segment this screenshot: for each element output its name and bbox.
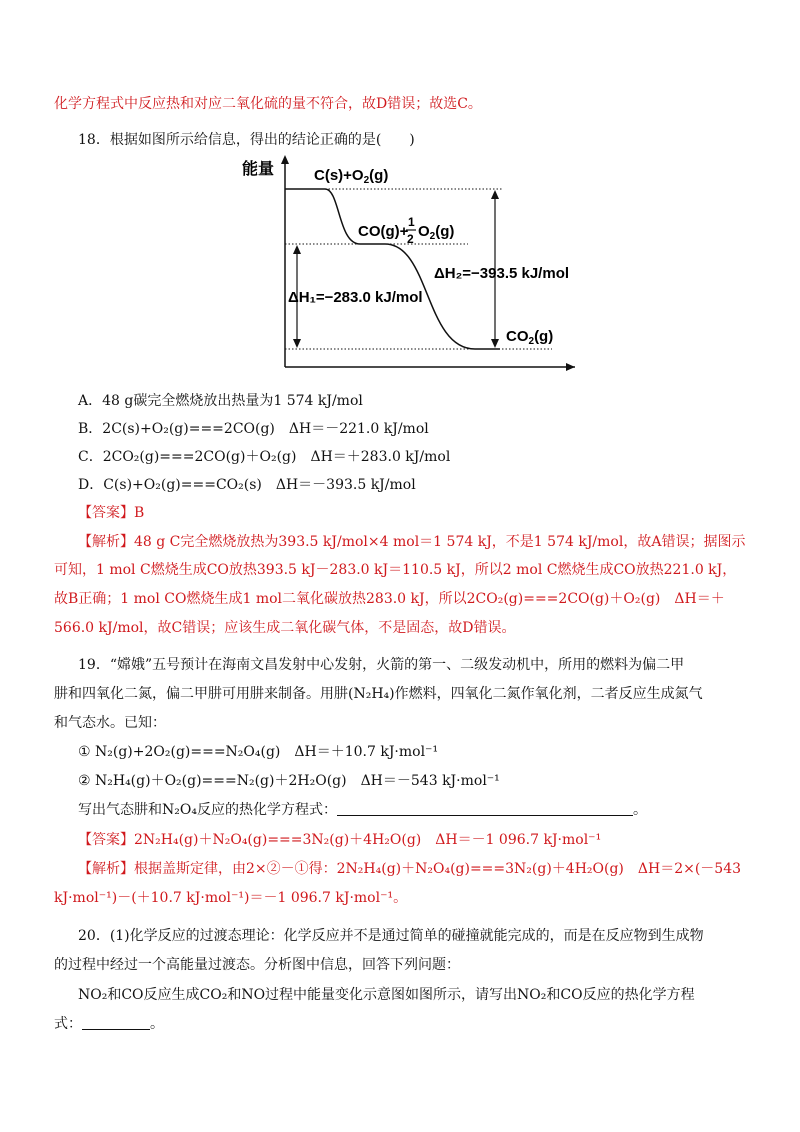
q18-option-c: C．2CO₂(g)===2CO(g)＋O₂(g) ΔH＝＋283.0 kJ/mol [78,449,451,465]
q19-stem-line-3: 和气态水。已知： [54,715,166,731]
q19-analysis-line-1: 【解析】根据盖斯定律，由2×②－①得：2N₂H₄(g)＋N₂O₄(g)===3N₂(g)＋4H₂O(g) ΔH＝2×(－543 [78,861,742,877]
q19-prompt: 写出气态肼和N₂O₄反应的热化学方程式： 。 [78,802,647,818]
q20-answer-blank [82,1015,150,1030]
level-top-label: $C(s)+O_2(g)$ [314,167,389,186]
dh1-label: ΔH₁=−283.0 kJ/mol [288,289,423,306]
y-axis-arrow [281,155,289,164]
half-numerator: 1 [408,215,415,229]
q20-line-2: 的过程中经过一个高能量过渡态。分析图中信息，回答下列问题： [54,957,460,973]
level-mid-o2: $O_2(g)$ [418,223,455,242]
energy-diagram [240,152,580,372]
y-axis-label: 能量 [242,161,275,178]
q18-stem: 18．根据如图所示给信息，得出的结论正确的是( ) [78,132,415,148]
q18-analysis-line-4: 566.0 kJ/mol，故C错误；应该生成二氧化碳气体，不是固态，故D错误。 [54,620,516,636]
previous-analysis-tail: 化学方程式中反应热和对应二氧化硫的量不符合，故D错误；故选C。 [54,96,482,112]
q19-answer-blank [337,801,633,816]
q18-analysis-line-1: 【解析】48 g C完全燃烧放热为393.5 kJ/mol×4 mol＝1 574 kJ，不是1 574 kJ/mol，故A错误；据图示 [78,534,746,550]
q18-analysis-line-2: 可知，1 mol C燃烧生成CO放热393.5 kJ－283.0 kJ＝110.5 kJ，所以2 mol C燃烧生成CO放热221.0 kJ， [54,562,737,578]
q20-line-3: NO₂和CO反应生成CO₂和NO过程中能量变化示意图如图所示，请写出NO₂和CO反应的热化学方程 [78,987,695,1003]
q19-answer: 【答案】2N₂H₄(g)＋N₂O₄(g)===3N₂(g)＋4H₂O(g) ΔH＝－1 096.7 kJ·mol⁻¹ [78,832,602,848]
x-axis-arrow [566,363,575,371]
q18-option-a: A．48 g碳完全燃烧放出热量为1 574 kJ/mol [78,393,363,409]
q20-line-4: 式： 。 [54,1016,164,1032]
level-mid-label: CO(g)+ [358,223,409,240]
q19-stem-line-2: 肼和四氧化二氮，偏二甲肼可用肼来制备。用肼(N₂H₄)作燃料，四氧化二氮作氧化剂，二者反应生成氮气 [54,686,703,702]
level-bottom-label: $CO_2(g)$ [506,328,554,347]
q19-stem-line-1: 19．“嫦娥”五号预计在海南文昌发射中心发射，火箭的第一、二级发动机中，所用的燃料为偏二甲 [78,657,685,673]
q18-analysis-line-3: 故B正确；1 mol CO燃烧生成1 mol二氧化碳放热283.0 kJ，所以2CO₂(g)===2CO(g)＋O₂(g) ΔH＝＋ [54,591,725,607]
q19-equation-1: ① N₂(g)+2O₂(g)===N₂O₄(g) ΔH＝＋10.7 kJ·mol⁻¹ [78,744,439,760]
q18-answer: 【答案】B [78,505,145,521]
q18-option-b: B．2C(s)+O₂(g)===2CO(g) ΔH＝－221.0 kJ/mol [78,421,429,437]
dh2-label: ΔH₂=−393.5 kJ/mol [434,265,570,282]
q18-option-d: D．C(s)+O₂(g)===CO₂(s) ΔH＝－393.5 kJ/mol [78,477,416,493]
q20-line-1: 20．(1)化学反应的过渡态理论：化学反应并不是通过简单的碰撞就能完成的，而是在反应物到生成物 [78,928,704,944]
q19-equation-2: ② N₂H₄(g)＋O₂(g)===N₂(g)＋2H₂O(g) ΔH＝－543 kJ·mol⁻¹ [78,773,500,789]
half-denominator: 2 [407,232,414,246]
q19-analysis-line-2: kJ·mol⁻¹)－(＋10.7 kJ·mol⁻¹)＝－1 096.7 kJ·mol⁻¹。 [54,890,408,906]
